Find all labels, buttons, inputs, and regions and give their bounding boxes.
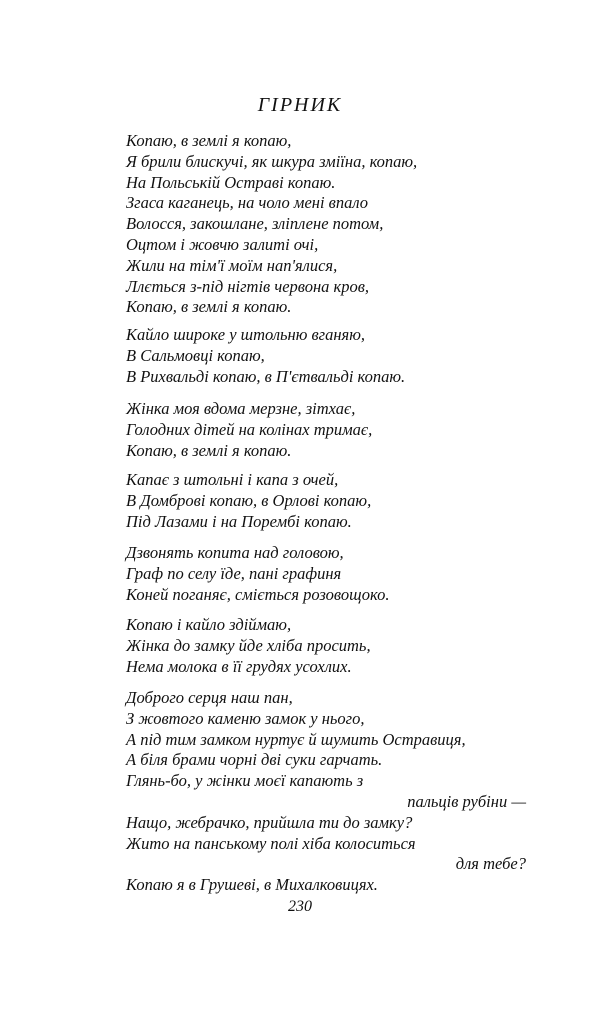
stanza-2 [126,325,556,387]
verse-line: А біля брами чорні дві суки гарчать. [126,750,383,770]
verse-line: Оцтом і жовчю залиті очі, [126,234,319,254]
verse-line: Жінка моя вдома мерзне, зітхає, [126,399,356,418]
verse-line: В Сальмовці копаю, [126,345,265,365]
stanza-4 [126,470,556,532]
verse-line: В Домброві копаю, в Орлові копаю, [126,490,372,510]
verse-line: Голодних дітей на колінах тримає, [126,419,373,439]
verse-line: Капає з штольні і капа з очей, [126,470,339,489]
verse-line: Копаю, в землі я копаю. [126,297,292,317]
poem-title: ГІРНИК [257,94,343,116]
verse-line: Дзвонять копита над головою, [126,543,344,562]
verse-line: Доброго серця наш пан, [126,688,293,707]
verse-line: Під Лазами і на Порембі копаю. [126,511,352,531]
verse-line: Волосся, закошлане, зліплене потом, [126,214,384,234]
verse-line: Ллється з-під нігтів червона кров, [126,276,370,296]
verse-line: Копаю, в землі я копаю. [126,440,292,460]
verse-line: Граф по селу їде, пані графиня [126,563,342,583]
verse-line: Жінка до замку йде хліба просить, [126,635,371,655]
verse-line: Копаю я в Грушеві, в Михалковицях. [126,875,378,895]
verse-line: Глянь-бо, у жінки моєї капають з [126,771,364,791]
verse-line: В Рихвальді копаю, в П'єтвальді копаю. [126,366,406,386]
stanza-7 [126,688,556,896]
verse-line-continuation: для тебе? [455,854,526,874]
stanza-5 [126,543,556,605]
verse-line: Коней поганяє, сміється розовощоко. [126,584,390,604]
verse-line: З жовтого каменю замок у нього, [126,708,365,728]
page-number: 230 [288,898,312,915]
verse-line: Нащо, жебрачко, прийшла ти до замку? [126,812,413,832]
verse-line: На Польській Остраві копаю. [126,172,336,192]
verse-line: Нема молока в її грудях усохлих. [126,656,352,676]
verse-line: Копаю і кайло здіймаю, [126,615,292,634]
stanza-1 [126,131,556,318]
verse-line-continuation: пальців рубіни — [407,791,526,811]
stanza-6 [126,615,556,677]
verse-line: Копаю, в землі я копаю, [126,131,292,150]
verse-line: Згаса каганець, на чоло мені впало [126,193,368,213]
verse-line: Жито на панському полі хіба колоситься [126,833,416,853]
stanza-3 [126,399,556,461]
verse-line: Жили на тім'ї моїм нап'ялися, [126,255,338,275]
verse-line: Я брили блискучі, як шкура зміїна, копаю, [126,151,418,171]
verse-line: Кайло широке у штольню вганяю, [126,325,365,344]
verse-line: А під тим замком нуртує й шумить Остравиця, [126,729,466,749]
